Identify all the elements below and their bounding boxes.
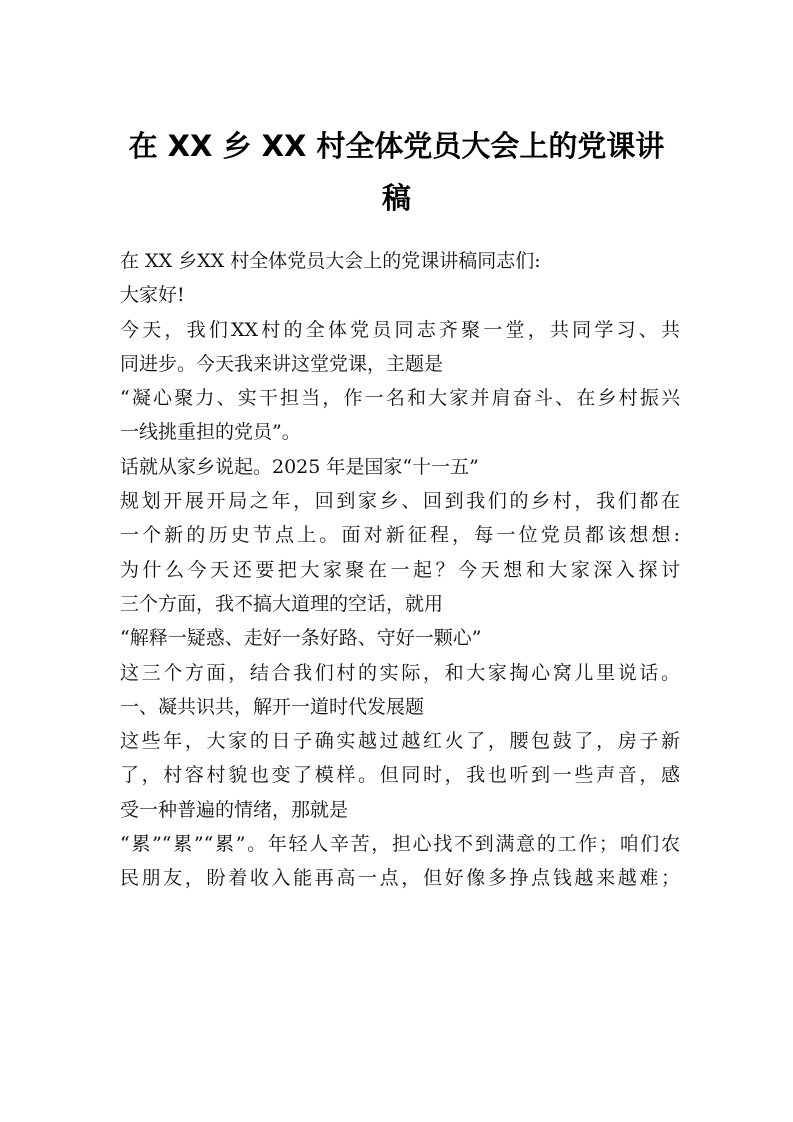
section-heading: 一、凝共识共，解开一道时代发展题: [120, 695, 425, 718]
body-line: 大家好!: [120, 284, 185, 307]
body-line: 这些年，大家的日子确实越过越红火了，腰包鼓了，房子新: [120, 730, 680, 753]
body-line: 一个新的历史节点上。面对新征程，每一位党员都该想想:: [120, 524, 680, 547]
document-body: [120, 244, 680, 896]
body-line: 了，村容村貌也变了模样。但同时，我也听到一些声音，感: [120, 764, 680, 787]
body-line: “凝心聚力、实干担当，作一名和大家并肩奋斗、在乡村振兴: [120, 387, 680, 410]
body-line: 今天，我们XX村的全体党员同志齐聚一堂，共同学习、共: [120, 318, 680, 341]
body-line: 规划开展开局之年，回到家乡、回到我们的乡村，我们都在: [120, 490, 680, 513]
title-line-2: 稿: [381, 181, 411, 215]
body-line: 一线挑重担的党员”。: [120, 421, 301, 444]
body-line: 同进步。今天我来讲这堂党课，主题是: [120, 352, 444, 375]
body-line: 三个方面，我不搞大道理的空话，就用: [120, 592, 444, 615]
body-line: 在 XX 乡XX 村全体党员大会上的党课讲稿同志们:: [120, 250, 541, 272]
body-line: 受一种普遍的情绪，那就是: [120, 798, 349, 821]
body-line: “累”“累”“累”。年轻人辛苦，担心找不到满意的工作；咱们农: [120, 833, 680, 856]
body-line: 民朋友，盼着收入能再高一点，但好像多挣点钱越来越难；: [120, 867, 680, 890]
document-title: [100, 120, 693, 224]
title-line-1: 在 XX 乡 XX 村全体党员大会上的党课讲: [128, 129, 665, 163]
body-line: 这三个方面，结合我们村的实际，和大家掏心窝儿里说话。: [120, 661, 680, 684]
body-line: 话就从家乡说起。2025 年是国家“十一五”: [120, 455, 479, 478]
body-line: 为什么今天还要把大家聚在一起？今天想和大家深入探讨: [120, 558, 680, 581]
body-line: “解释一疑惑、走好一条好路、守好一颗心”: [120, 627, 482, 650]
